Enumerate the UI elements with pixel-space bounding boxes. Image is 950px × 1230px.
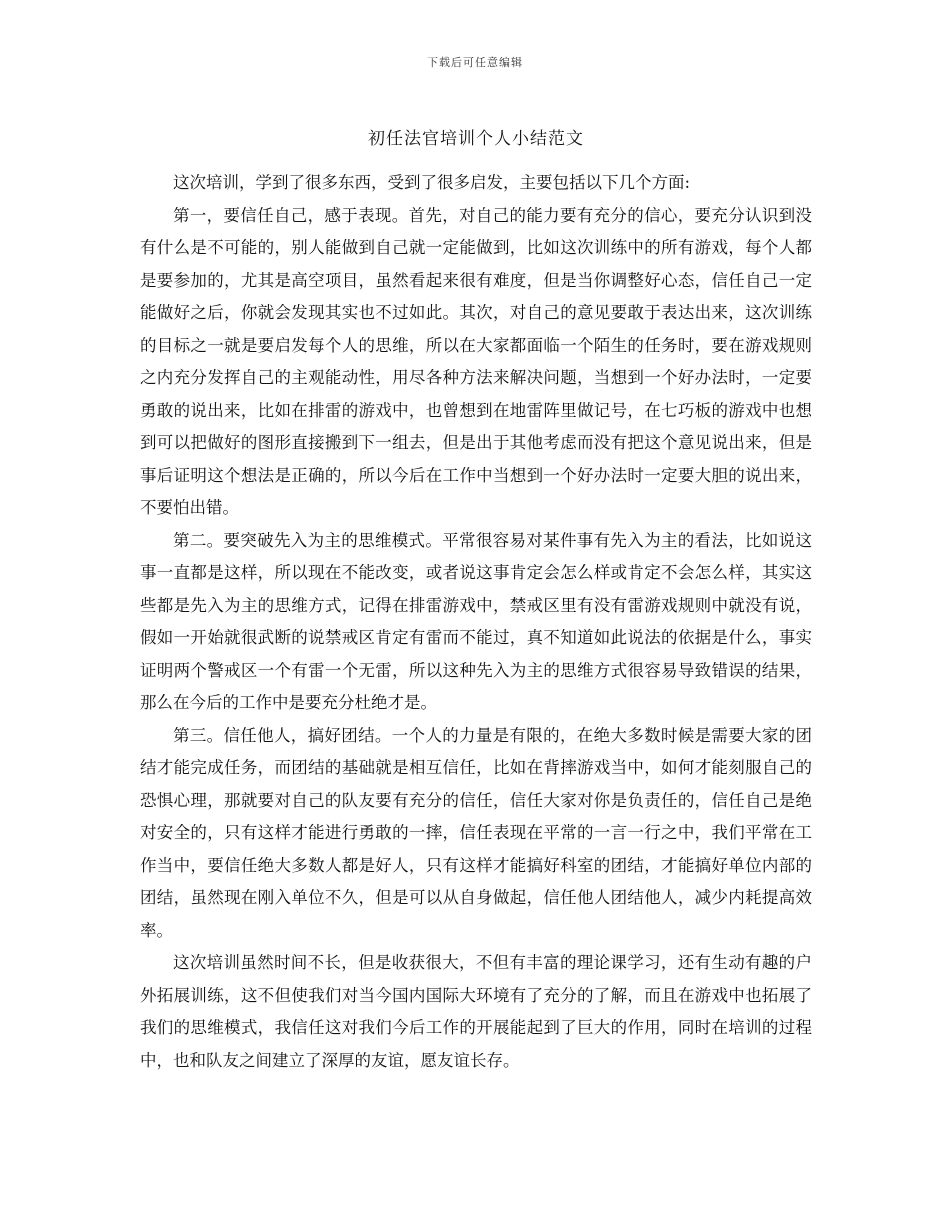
paragraph-second: 第二。要突破先入为主的思维模式。平常很容易对某件事有先入为主的看法，比如说这事一直都是这样，所以现在不能改变，或者说这事肯定会怎么样或肯定不会怎么样，其实这些都是先入为主的思维方式，记得在排雷游戏中，禁戒区里有没有雷游戏规则中就没有说，假如一开始就很武断的说禁戒区肯定有雷而不能过，真不知道如此说法的依据是什么，事实证明两个警戒区一个有雷一个无雷，所以这种先入为主的思维方式很容易导致错误的结果，那么在今后的工作中是要充分杜绝才是。 — [140, 530, 812, 712]
document-page — [140, 124, 812, 1077]
document-title: 初任法官培训个人小结范文 — [368, 129, 584, 149]
paragraph-third: 第三。信任他人，搞好团结。一个人的力量是有限的，在绝大多数时候是需要大家的团结才能完成任务，而团结的基础就是相互信任，比如在背摔游戏当中，如何才能刻服自己的恐惧心理，那就要对自己的队友要有充分的信任，信任大家对你是负责任的，信任自己是绝对安全的，只有这样才能进行勇敢的一摔，信任表现在平常的一言一行之中，我们平常在工作当中，要信任绝大多数人都是好人，只有这样才能搞好科室的团结，才能搞好单位内部的团结，虽然现在刚入单位不久，但是可以从自身做起，信任他人团结他人，减少内耗提高效率。 — [140, 725, 812, 940]
header-note: 下载后可任意编辑 — [427, 56, 523, 69]
paragraph-intro: 这次培训，学到了很多东西，受到了很多启发，主要包括以下几个方面: — [173, 173, 691, 192]
paragraph-first: 第一，要信任自己，感于表现。首先，对自己的能力要有充分的信心，要充分认识到没有什么是不可能的，别人能做到自己就一定能做到，比如这次训练中的所有游戏，每个人都是要参加的，尤其是高空项目，虽然看起来很有难度，但是当你调整好心态，信任自己一定能做好之后，你就会发现其实也不过如此。其次，对自己的意见要敢于表达出来，这次训练的目标之一就是要启发每个人的思维，所以在大家都面临一个陌生的任务时，要在游戏规则之内充分发挥自己的主观能动性，用尽各种方法来解决问题，当想到一个好办法时，一定要勇敢的说出来，比如在排雷的游戏中，也曾想到在地雷阵里做记号，在七巧板的游戏中也想到可以把做好的图形直接搬到下一组去，但是出于其他考虑而没有把这个意见说出来，但是事后证明这个想法是正确的，所以今后在工作中当想到一个好办法时一定要大胆的说出来，不要怕出错。 — [140, 205, 812, 517]
paragraph-conclusion: 这次培训虽然时间不长，但是收获很大，不但有丰富的理论课学习，还有生动有趣的户外拓展训练，这不但使我们对当今国内国际大环境有了充分的了解，而且在游戏中也拓展了我们的思维模式，我信任这对我们今后工作的开展能起到了巨大的作用，同时在培训的过程中，也和队友之间建立了深厚的友谊，愿友谊长存。 — [140, 953, 812, 1070]
